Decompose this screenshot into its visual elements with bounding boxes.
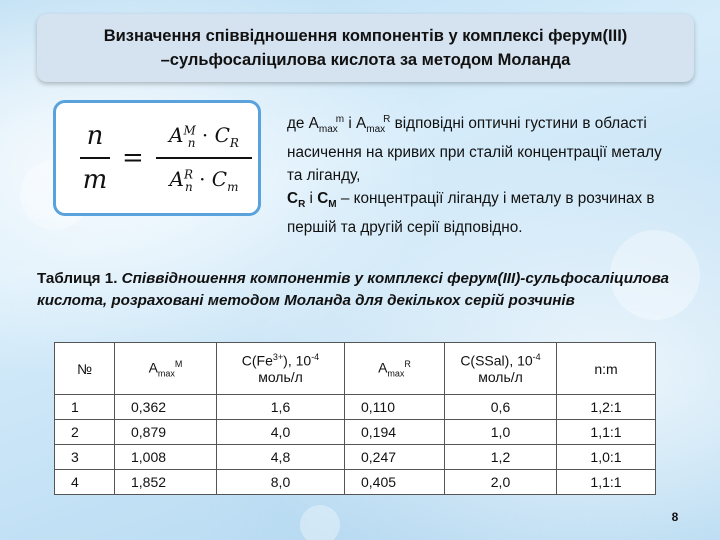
table-cell: 0,194 — [345, 420, 445, 445]
formula-lhs — [80, 121, 110, 195]
table-cell: 2 — [55, 420, 115, 445]
table-cell: 1,1:1 — [557, 420, 656, 445]
table-cell: 1,2 — [445, 445, 557, 470]
header-amax-m: $A_{max}^M$ — [115, 343, 217, 395]
table-body — [55, 395, 656, 495]
header-ratio: n:m — [557, 343, 656, 395]
table-caption-label: Таблиця 1. — [37, 270, 122, 287]
table-cell: 1,852 — [115, 470, 217, 495]
header-amax-r: $A_{max}^R$ — [345, 343, 445, 395]
table-cell: 0,6 — [445, 395, 557, 420]
table-cell: 1,0 — [445, 420, 557, 445]
formula-rhs-numerator: $A^M_n \cdot C_R$ — [169, 123, 239, 150]
formula-lhs-numerator: n — [86, 121, 104, 151]
table-cell: 1,008 — [115, 445, 217, 470]
fraction-bar — [156, 157, 252, 159]
table-cell: 0,405 — [345, 470, 445, 495]
table-row — [55, 420, 656, 445]
table-cell: 0,362 — [115, 395, 217, 420]
formula-description: де $A_{max}^m$ і $A_{max}^R$ відповідні оптичні густини в області насичення на кривих при сталій концентрації металу та ліганду, $C_R$ і $C_M$ – концентрації ліганду і металу в розчинах в першій та другій серії відповідно. — [287, 114, 662, 237]
table-cell: 4,8 — [217, 445, 345, 470]
table-caption — [37, 268, 687, 311]
table-cell: 4 — [55, 470, 115, 495]
results-table — [54, 342, 656, 495]
molland-formula — [53, 100, 261, 216]
bokeh-light — [300, 505, 340, 540]
table-row — [55, 445, 656, 470]
formula-equals: = — [122, 143, 144, 173]
header-number: № — [55, 343, 115, 395]
formula-rhs — [156, 123, 252, 197]
table-row — [55, 470, 656, 495]
fraction-bar — [80, 157, 110, 159]
table-row — [55, 395, 656, 420]
table-cell: 0,247 — [345, 445, 445, 470]
slide-title — [37, 14, 694, 82]
formula-lhs-denominator: m — [82, 165, 108, 195]
table-cell: 3 — [55, 445, 115, 470]
table-cell: 1 — [55, 395, 115, 420]
table-cell: 1,6 — [217, 395, 345, 420]
formula-rhs-denominator: $A^R_n \cdot C_m$ — [169, 167, 239, 194]
table-cell: 8,0 — [217, 470, 345, 495]
table-cell: 4,0 — [217, 420, 345, 445]
title-line-2: –сульфосаліцилова кислота за методом Моланда — [160, 51, 571, 69]
table-cell: 0,110 — [345, 395, 445, 420]
table-cell: 1,1:1 — [557, 470, 656, 495]
title-line-1: Визначення співвідношення компонентів у комплексі ферум(III) — [103, 27, 628, 45]
table-caption-text: Співвідношення компонентів у комплексі ферум(III)-сульфосаліцилова кислота, розраховані методом Моланда для декількох серій розчинів — [37, 270, 670, 309]
table-cell: 0,879 — [115, 420, 217, 445]
table-cell: 2,0 — [445, 470, 557, 495]
table-cell: 1,2:1 — [557, 395, 656, 420]
page-number: 8 — [671, 510, 679, 524]
table-cell: 1,0:1 — [557, 445, 656, 470]
header-c-ssal: C(SSal), $10^{-4}$ моль/л — [445, 343, 557, 395]
header-c-fe: $C(Fe^{3+})$, $10^{-4}$ моль/л — [217, 343, 345, 395]
table-header-row — [55, 343, 656, 395]
